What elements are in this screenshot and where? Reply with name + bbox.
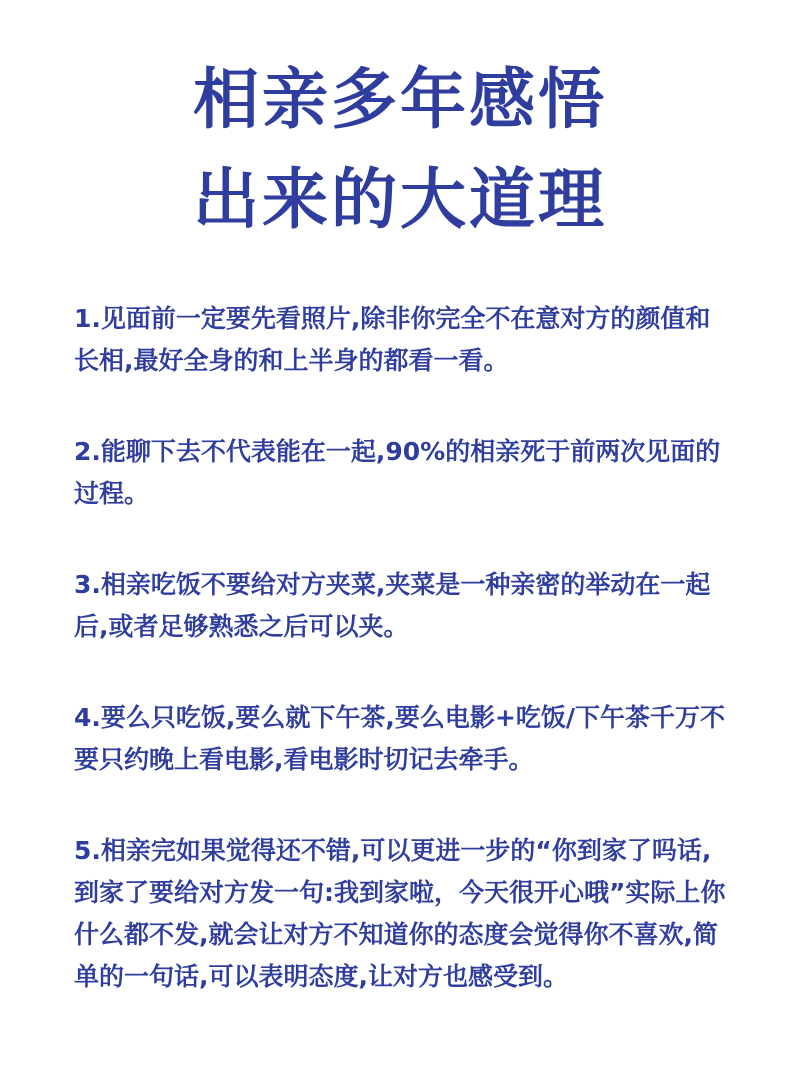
title-line-2: 出来的大道理	[193, 161, 607, 238]
tip-item-1: 1.见面前一定要先看照片,除非你完全不在意对方的颜值和长相,最好全身的和上半身的都看一看。	[74, 304, 711, 375]
title	[0, 50, 800, 250]
tip-item-4: 4.要么只吃饭,要么就下午茶,要么电影+吃饭/下午茶千万不要只约晚上看电影,看电影时切记去牵手。	[74, 703, 725, 774]
title-line-1: 相亲多年感悟	[193, 61, 607, 138]
tip-item-3: 3.相亲吃饭不要给对方夹菜,夹菜是一种亲密的举动在一起后,或者足够熟悉之后可以夹。	[74, 570, 711, 641]
tip-item-2: 2.能聊下去不代表能在一起,90%的相亲死于前两次见面的过程。	[74, 437, 721, 508]
tips-list	[74, 298, 734, 1047]
tip-item-5: 5.相亲完如果觉得还不错,可以更进一步的“你到家了吗话,到家了要给对方发一句:我到家啦，今天很开心哦”实际上你什么都不发,就会让对方不知道你的态度会觉得你不喜欢,简单的一句话,可以表明态度,让对方也感受到。	[74, 836, 726, 991]
